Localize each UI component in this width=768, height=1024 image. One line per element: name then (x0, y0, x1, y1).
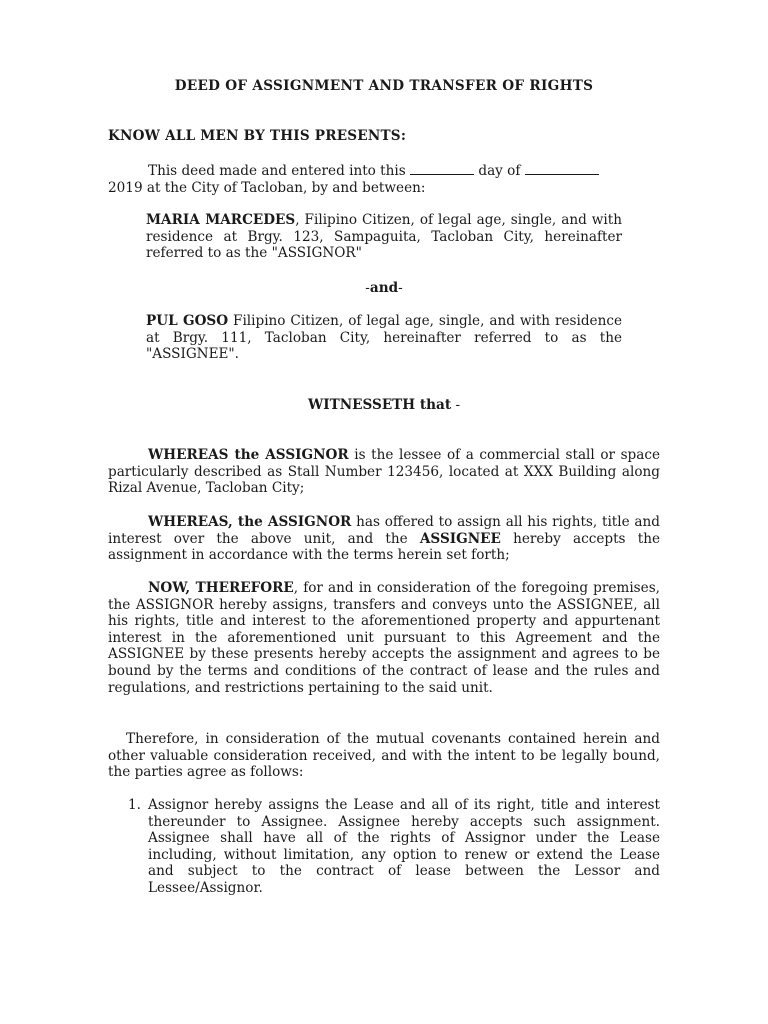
assignor-name: MARIA MARCEDES (146, 212, 296, 228)
whereas-1-lead: WHEREAS the ASSIGNOR (148, 447, 349, 463)
list-item (128, 797, 660, 901)
and-separator (108, 280, 660, 297)
witnesseth-label: WITNESSETH that (307, 397, 452, 413)
document-title: DEED OF ASSIGNMENT AND TRANSFER OF RIGHTS (174, 78, 594, 94)
list-item-number: 1. (128, 797, 141, 813)
now-therefore-text: , for and in consideration of the foregoing premises, the ASSIGNOR hereby assigns, transfers and conveys unto the ASSIGNEE, all his rights, title and interest to the aforementioned property and appurtenant interest in the aforementioned unit pursuant to this Agreement and the ASSIGNEE by these presents hereby accepts the assignment and agrees to be bound by the terms and conditions of the contract of lease and the rules and regulations, and restrictions pertaining to the said unit. (108, 580, 660, 696)
whereas-paragraph-2 (108, 514, 660, 564)
witnesseth-heading (108, 397, 660, 414)
intro-text-1: This deed made and entered into this (148, 163, 406, 179)
list-item-text: Assignor hereby assigns the Lease and all of its right, title and interest thereunder to Assignee. Assignee hereby accepts such assignment. Assignee shall have all of the rights of Assignor under the Lease including, without limitation, any option to renew or extend the Lease and subject to the contract of lease between the Lessor and Lessee/Assignor. (148, 797, 660, 896)
whereas-1-text: is the lessee of a commercial stall or space particularly described as Stall Number 123456, located at XXX Building along Rizal Avenue, Tacloban City; (108, 447, 661, 497)
intro-paragraph (108, 162, 660, 196)
and-dash-right: - (398, 280, 403, 296)
assignee-paragraph (146, 313, 622, 363)
assignee-name: PUL GOSO (146, 313, 229, 329)
and-dash-left: - (365, 280, 370, 296)
assignee-details: Filipino Citizen, of legal age, single, and with residence at Brgy. 111, Tacloban City, hereinafter referred to as the "ASSIGNEE". (146, 313, 622, 363)
document-heading: KNOW ALL MEN BY THIS PRESENTS: (108, 128, 407, 144)
intro-text-2: day of (478, 163, 521, 179)
now-therefore-lead: NOW, THEREFORE (148, 580, 294, 596)
and-word: and (369, 280, 399, 296)
assignor-details: , Filipino Citizen, of legal age, single, and with residence at Brgy. 123, Sampaguita, Tacloban City, hereinafter referred to as the "ASSIGNOR" (146, 212, 622, 262)
month-blank (525, 162, 599, 175)
intro-text-3: 2019 at the City of Tacloban, by and between: (108, 179, 426, 196)
whereas-2-text-2: hereby accepts the assignment in accordance with the terms herein set forth; (108, 530, 660, 564)
whereas-2-bold: ASSIGNEE (419, 530, 501, 547)
therefore-paragraph: Therefore, in consideration of the mutual covenants contained herein and other valuable consideration received, and with the intent to be legally bound, the parties agree as follows: (108, 731, 660, 781)
whereas-paragraph-1 (108, 447, 660, 497)
whereas-2-text-1: has offered to assign all his rights, title and interest over the above unit, and the (108, 514, 660, 547)
day-blank (410, 162, 474, 175)
now-therefore-paragraph (108, 580, 660, 696)
witnesseth-dash: - (451, 397, 461, 413)
whereas-2-lead: WHEREAS, the ASSIGNOR (148, 514, 352, 530)
agreement-list (128, 797, 660, 901)
assignor-paragraph (146, 212, 622, 262)
